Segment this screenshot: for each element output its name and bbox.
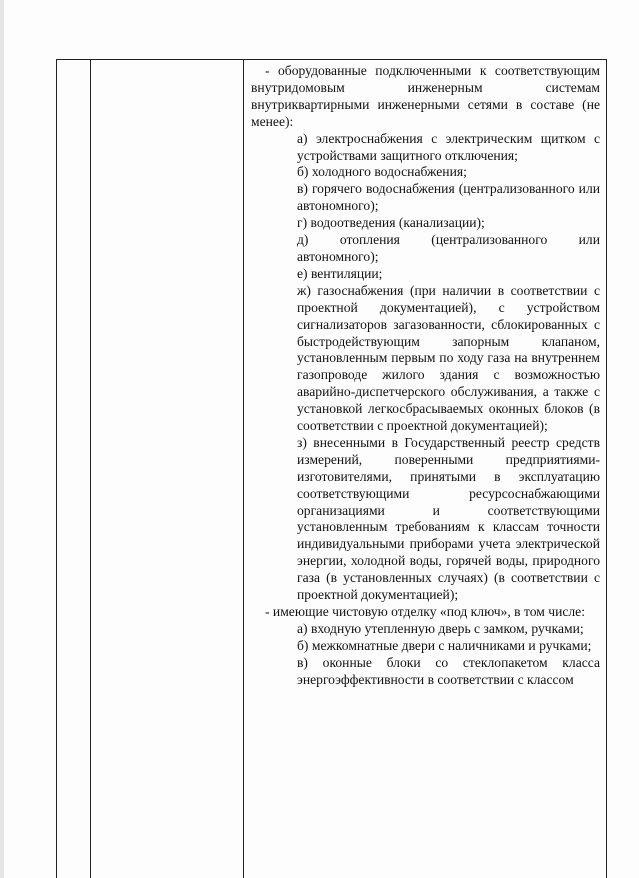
column-divider-1 (90, 60, 91, 878)
requirements-cell (251, 63, 600, 689)
column-divider-2 (243, 60, 244, 878)
finishing-intro: - имеющие чистовую отделку «под ключ», в том числе: (265, 604, 585, 619)
scan-edge (0, 0, 4, 878)
utility-item-cold-water: б) холодного водоснабжения; (297, 164, 467, 180)
finishing-item-entrance-door: а) входную утепленную дверь с замком, ручками; (297, 620, 584, 636)
utility-item-ventilation: е) вентиляции; (297, 265, 383, 281)
utilities-list (251, 131, 600, 604)
utility-item-meters: з) внесенными в Государственный реестр средств измерений, поверенными предприятиями-изготовителями, принятыми в эксплуатацию соответствующими ресурсоснабжающими организациями и соответствующими установленным требованиям к классам точности индивидуальными приборами учета электрической энергии, холодной воды, горячей воды, природного газа (в установленных случаях) (в соответствии с проектной документацией); (297, 434, 600, 603)
utility-item-heating: д) отопления (централизованного или автономного); (297, 232, 600, 264)
utility-item-gas: ж) газоснабжения (при наличии в соответствии с проектной документацией), с устройством сигнализаторов загазованности, сблокированных с быстродействующим запорным клапаном, установленным первым по ходу газа на внутреннем газопроводе жилого здания с возможностью аварийно-диспетчерского обслуживания, а также с установкой легкосбрасываемых оконных блоков (в соответствии с проектной документацией); (297, 282, 600, 434)
finishing-item-windows: в) оконные блоки со стеклопакетом класса энергоэффективности в соответствии с классом (297, 654, 600, 687)
utility-item-electricity: а) электроснабжения с электрическим щитком с устройствами защитного отключения; (297, 130, 600, 163)
utility-item-hot-water: в) горячего водоснабжения (централизованного или автономного); (297, 181, 600, 214)
utility-item-sewerage: г) водоотведения (канализации); (297, 215, 485, 231)
finishing-item-interior-doors: б) межкомнатные двери с наличниками и ручками; (297, 637, 592, 653)
requirements-table (56, 59, 607, 878)
engineering-systems-intro: - оборудованные подключенными к соответствующим внутридомовым инженерным системам внутриквартирными инженерными сетями в составе (не менее): (251, 63, 600, 129)
finishing-list (251, 621, 600, 689)
